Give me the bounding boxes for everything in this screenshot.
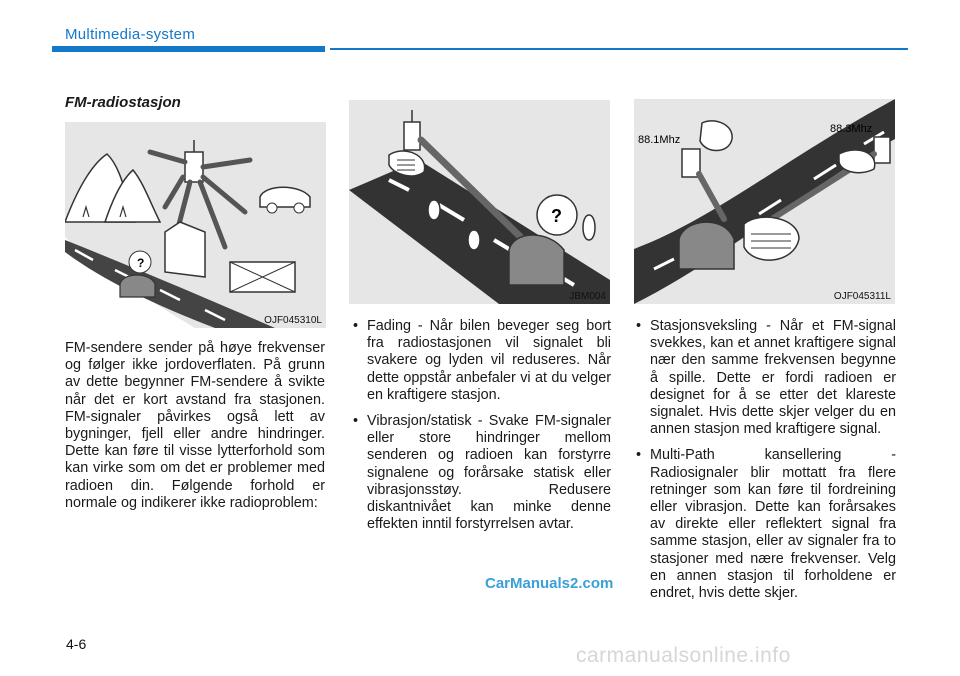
question-mark-icon: ? <box>551 206 562 226</box>
bullet-multipath-cancellation: • Multi-Path kansellering - Radiosignaler blir mottatt fra flere retninger som kan føre til fordreining eller vibrasjon. Dette kan forårsakes av direkte eller reflektert signal fra samme stasjon, eller av signaler fra to stasjoner med nære frekvenser. Velg en annen stasjon til forholdene er endret, hvis dette skjer. <box>634 447 896 602</box>
watermark-link[interactable]: CarManuals2.com <box>485 575 614 592</box>
figure-code: JBM004 <box>569 291 606 302</box>
bullet-station-switching: • Stasjonsveksling - Når et FM-signal svekkes, kan et annet kraftigere signal nær den samme frekvensen begynne å spille. Dette er fordi radioen er designet for å se etter det klareste signalet. Hvis dette skjer velger du en annen stasjon med kraftigere signal. <box>634 318 896 438</box>
figure-fm-transmission <box>65 122 326 328</box>
figure-code: OJF045310L <box>264 315 322 326</box>
bullet-list <box>634 318 896 602</box>
car <box>509 235 564 285</box>
page-number: 4-6 <box>66 636 87 652</box>
sound-wave-bubble <box>839 150 875 173</box>
frequency-label-left: 88.1Mhz <box>638 134 681 146</box>
header-rule-thick <box>52 46 325 52</box>
page-heading: FM-radiostasjon <box>65 94 181 111</box>
distant-car-wheel <box>267 203 277 213</box>
intro-paragraph: FM-sendere sender på høye frekvenser og følger ikke jordoverflaten. På grunn av dette begynner FM-sendere å svikte når det er kort avstand fra stasjonen. FM-signaler påvirkes også lett av bygninger, fjell eller andre hindringer. Dette kan føre til visse lytterforhold som kan virke som om det er problemer med radioen din. Følgende forhold er normale og indikerer ikke radioproblem: <box>65 340 325 511</box>
transmitter-tower-right <box>874 137 890 163</box>
bullet-vibration-static: • Vibrasjon/statisk - Svake FM-signaler eller store hindringer mellom senderen og radioen kan forstyrre signalene og forårsake statisk eller vibrasjonsstøy. Redusere diskantnivået kan minke denne effekten inntil forstyrrelsen avtar. <box>351 413 611 533</box>
transmitter-tower <box>185 152 203 182</box>
car <box>679 222 734 269</box>
section-header-title: Multimedia-system <box>65 26 196 43</box>
listener-car <box>120 275 155 297</box>
fm-transmission-illustration <box>65 122 326 328</box>
figure-station-switching <box>634 99 895 304</box>
bullet-fading: • Fading - Når bilen beveger seg bort fra radiostasjonen vil signalet bli svakere og lyden vil reduseres. Når dette oppstår anbefaler vi at du velger en kraftigere stasjon. <box>351 318 611 404</box>
figure-fading <box>349 100 610 304</box>
question-mark-icon: ? <box>137 256 145 270</box>
footer-watermark: carmanualsonline.info <box>576 644 791 667</box>
city-buildings <box>165 222 205 277</box>
frequency-label-right: 88.3Mhz <box>830 123 873 135</box>
fading-illustration <box>349 100 610 304</box>
station-switching-illustration <box>634 99 895 304</box>
intro-text-column <box>65 340 325 512</box>
signal-bubble-ab <box>744 217 799 260</box>
bullet-column-right <box>634 318 896 611</box>
bullet-list <box>351 318 611 533</box>
header-rule-thin <box>330 48 908 50</box>
distant-car-wheel <box>294 203 304 213</box>
transmitter-tower <box>404 122 420 150</box>
signal-bubble-abc <box>700 121 732 151</box>
figure-code: OJF045311L <box>833 291 891 302</box>
bullet-column-middle <box>351 318 611 542</box>
